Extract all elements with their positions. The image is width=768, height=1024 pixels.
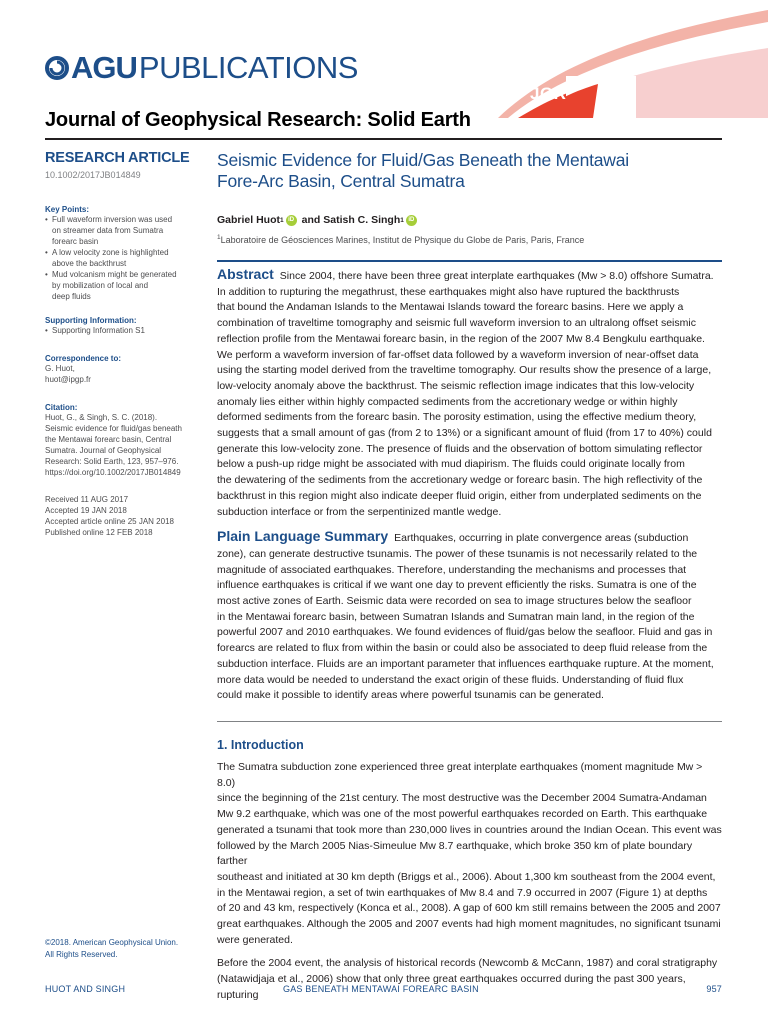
doi[interactable]: 10.1002/2017JB014849 <box>45 170 141 180</box>
pls-heading: Plain Language Summary <box>217 528 389 545</box>
date-accepted: Accepted 19 JAN 2018 <box>45 506 127 515</box>
authors: Gabriel Huot 1 iD and Satish C. Singh 1 iD <box>217 214 722 226</box>
agu-swirl-icon <box>45 56 69 80</box>
agu-logo-mark <box>45 50 137 86</box>
correspondence-name: G. Huot, <box>45 364 75 373</box>
abstract-rule <box>217 260 722 262</box>
citation-line: the Mentawai forearc basin, Central <box>45 435 172 444</box>
publications-logo-text: PUBLICATIONS <box>138 50 358 85</box>
author-2[interactable]: and Satish C. Singh <box>301 214 401 226</box>
date-received: Received 11 AUG 2017 <box>45 495 129 504</box>
orcid-icon[interactable]: iD <box>406 215 417 226</box>
key-point: • A low velocity zone is highlighted above the backthrust <box>45 248 169 268</box>
citation-line: Seismic evidence for fluid/gas beneath <box>45 424 182 433</box>
intro-paragraph-1: The Sumatra subduction zone experienced three great interplate earthquakes (moment magnitude Mw > 8.0) since the beginning of the 21st century. The most destructive was the December 2004 Sumatra-Andaman Mw 9.2 earthquake, which was one of the most powerful earthquakes recorded on Earth. This earthquake generated a tsunami that took more than 230,000 lives in countries around the Indian Ocean. This event was followed by the March 2005 Nias-Simeulue Mw 8.7 earthquake, which broke 350 km of plate boundary farther southeast and initiated at 30 km depth (Briggs et al., 2006). About 1,300 km southeast from the 2004 event, in the Mentawai region, a set of twin earthquakes of Mw 8.4 and 7.9 occurred in 2007 (Figure 1) at depths of 20 and 43 km, respectively (Konca et al., 2008). A gap of 600 km still remains between the 2005 and 2007 great earthquakes. Although the 2005 and 2007 events had high moment magnitudes, no significant tsunami were generated. <box>217 760 722 946</box>
correspondence-heading: Correspondence to: <box>45 354 122 363</box>
copyright: ©2018. American Geophysical Union. All Rights Reserved. <box>45 938 179 959</box>
article-title: Seismic Evidence for Fluid/Gas Beneath the Mentawai Fore-Arc Basin, Central Sumatra <box>217 150 629 191</box>
abstract-heading: Abstract <box>217 266 274 282</box>
date-published: Published online 12 FEB 2018 <box>45 528 153 537</box>
citation-heading: Citation: <box>45 403 78 412</box>
plain-language-summary: Plain Language Summary Earthquakes, occurring in plate convergence areas (subduction zone), can generate destructive tsunamis. The power of these tsunamis is not necessarily related to the magnitude of associated earthquakes. Therefore, understanding the mechanisms and processes that influence earthquakes is critical if we want one day to prevent efficiently the risks. Sumatra is one of the most active zones of Earth. Seismic data were recorded on sea to image structures below the seafloor in the Mentawai forearc basin, between Sumatran Islands and Sumatran main land, in the region of the powerful 2007 and 2010 earthquakes. We found evidences of fluid/gas below the seafloor. Fluid and gas in forearcs are related to flux from within the basin or could also be associated to deep fluid release from the subduction interface. Fluids are an important parameter that influences earthquake rupture. At the moment, more data would be needed to understand the exact origin of these fluids. Understanding of fluid flux could make it possible to identify areas where powerful tsunamis can be generated. <box>217 528 714 702</box>
jgr-badge-label: JGR <box>530 84 567 103</box>
citation-line: Huot, G., & Singh, S. C. (2018). <box>45 413 158 422</box>
abstract: Abstract Since 2004, there have been three great interplate earthquakes (Mw > 8.0) offshore Sumatra. In addition to rupturing the megathrust, these earthquakes might also have ruptured the backthrusts that bound the Andaman Islands to the Mentawai Islands toward the forearc basins. Here we apply a combination of traveltime tomography and seismic full waveform inversion to an ultralong offset seismic reflection profile from the Mentawai forearc basin, in the region of the 2007 Mw 8.4 Bengkulu earthquake. We perform a waveform inversion of far-offset data followed by a waveform inversion of near-offset data using the starting model derived from the traveltime tomography. Our results show the presence of a large, low-velocity anomaly above the backthrust. The seismic reflection image indicates that this low-velocity anomaly lies either within highly compacted sediments from the accretionary wedge or within highly deformed sediments from the forearc basin. The porosity estimation, using the effective medium theory, suggests that a small amount of gas (from 2 to 13%) or a significant amount of fluid (from 17 to 40%) could generate this low-velocity zone. The presence of fluids and the observation of bottom simulating reflector below a push-up ridge might be associated with mud diapirism. The fluids could originate locally from the dewatering of the sediments from the accretionary wedge or forearc basin. The high reflectivity of the backthrust in this region might also indicate deeper fluid origin, either from underplated sediments on the subduction interface or from the serpentinized mantle wedge. <box>217 266 714 518</box>
orcid-icon[interactable]: iD <box>286 215 297 226</box>
key-point: • Full waveform inversion was used on streamer data from Sumatra forearc basin <box>45 215 173 246</box>
key-points-list <box>45 214 205 302</box>
journal-name: Journal of Geophysical Research: Solid Earth <box>45 109 471 131</box>
jgr-badge-graphic <box>478 0 768 118</box>
section-heading-introduction: 1. Introduction <box>217 737 304 752</box>
intro-paragraph-2: Before the 2004 event, the analysis of historical records (Newcomb & McCann, 1987) and coral stratigraphy (Natawidjaja et al., 2006) show that only three great earthquakes occurred during the past 300 years, rupturing <box>217 957 718 1001</box>
citation-line: Sumatra. Journal of Geophysical <box>45 446 162 455</box>
footer-authors: HUOT AND SINGH <box>45 984 126 994</box>
key-points-heading: Key Points: <box>45 205 90 214</box>
citation-doi-link[interactable]: https://doi.org/10.1002/2017JB014849 <box>45 468 181 477</box>
citation-line: Research: Solid Earth, 123, 957–976. <box>45 457 179 466</box>
correspondence-email[interactable]: huot@ipgp.fr <box>45 375 91 384</box>
affiliation: $^1$Laboratoire de Géosciences Marines, Institut de Physique du Globe de Paris, Paris, France <box>217 234 585 245</box>
footer-running-title: GAS BENEATH MENTAWAI FOREARC BASIN <box>283 984 479 994</box>
supporting-info-item[interactable]: • Supporting Information S1 <box>45 326 145 335</box>
page-footer <box>45 984 722 994</box>
agu-logo-text: AGU <box>71 50 137 85</box>
supporting-info-heading: Supporting Information: <box>45 316 137 325</box>
date-accepted-online: Accepted article online 25 JAN 2018 <box>45 517 174 526</box>
main-column <box>217 150 722 1004</box>
header-rule <box>45 138 722 140</box>
article-type: RESEARCH ARTICLE <box>45 150 190 166</box>
agu-publications-logo <box>45 50 358 86</box>
summary-rule <box>217 721 722 722</box>
author-1[interactable]: Gabriel Huot <box>217 214 281 226</box>
left-sidebar <box>45 150 205 538</box>
key-point: • Mud volcanism might be generated by mobilization of local and deep fluids <box>45 270 177 301</box>
page-number: 957 <box>706 984 722 994</box>
